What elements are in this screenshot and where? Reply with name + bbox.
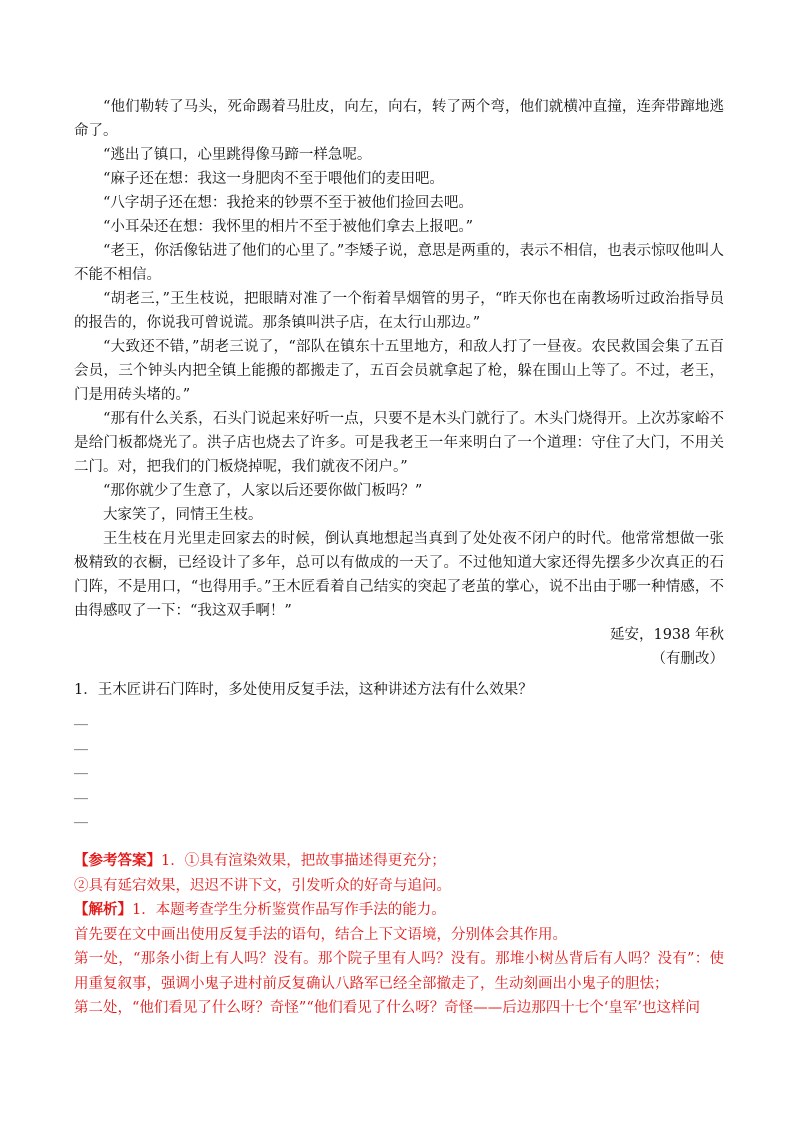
story-paragraph: “那你就少了生意了，人家以后还要你做门板吗？”	[103, 483, 423, 499]
answer-blank-line[interactable]: __	[74, 734, 88, 751]
analysis-label: 【解析】	[74, 901, 132, 918]
question-text: 1．王木匠讲石门阵时，多处使用反复手法，这种讲述方法有什么效果？	[74, 682, 533, 698]
story-paragraph: 王生枝在月光里走回家去的时候，倒认真地想起当真到了处处夜不闭户的时代。他常常想做一张极精致的衣橱，已经设计了多年，总可以有做成的一天了。不过他知道大家还得先摆多少次真正的石门阵，不是用口，“也得用手。”王木匠看着自己结实的突起了老茧的掌心，说不出由于哪一种情感，不由得感叹了一下：“我这双手啊！”	[74, 531, 724, 619]
story-text	[74, 95, 724, 671]
answer-blank-line[interactable]: __	[74, 808, 88, 824]
analysis-line: 第一处，“那条小街上有人吗？没有。那个院子里有人吗？没有。那堆小树丛背后有人吗？没有”：使用重复叙事，强调小鬼子进村前反复确认八路军已经全部撤走了，生动刻画出小鬼子的胆怯；	[74, 951, 724, 992]
story-paragraph: “那有什么关系，石头门说起来好听一点，只要不是木头门就行了。木头门烧得开。上次苏家峪不是给门板都烧光了。洪子店也烧去了许多。可是我老王一年来明白了一个道理：守住了大门，不用关二门。对，把我们的门板烧掉呢，我们就夜不闭户。”	[74, 411, 724, 475]
answer-blank-line[interactable]: __	[74, 759, 88, 775]
answer-section	[74, 849, 724, 1021]
analysis-line	[74, 898, 724, 923]
story-paragraph: “胡老三，”王生枝说，把眼睛对准了一个衔着旱烟管的男子，“昨天你也在南教场听过政治指导员的报告的，你说我可曾说谎。那条镇叫洪子店，在太行山那边。”	[74, 291, 724, 331]
reference-answer-text: 1．①具有渲染效果，把故事描述得更充分；	[161, 853, 446, 869]
reference-answer-line: ②具有延宕效果，迟迟不讲下文，引发听众的好奇与追问。	[74, 877, 451, 894]
story-paragraph: “麻子还在想：我这一身肥肉不至于喂他们的麦田吧。	[103, 171, 444, 187]
answer-blank-line[interactable]: __	[74, 710, 88, 726]
analysis-line: 第二处，“他们看见了什么呀？奇怪”“他们看见了什么呀？奇怪——后边那四十七个‘皇军’也这样问	[74, 1000, 700, 1016]
signature-note: （有删改）	[651, 651, 724, 667]
signature-place-date: 延安，1938 年秋	[609, 627, 724, 643]
answer-blank-lines	[74, 706, 114, 829]
story-paragraph: “老王，你活像钻进了他们的心里了。”李矮子说，意思是两重的，表示不相信，也表示惊叹他叫人不能不相信。	[74, 243, 724, 283]
story-paragraph: “大致还不错，”胡老三说了，“部队在镇东十五里地方，和敌人打了一昼夜。农民救国会集了五百会员，三个钟头内把全镇上能搬的都搬走了，五百会员就拿起了枪，躲在围山上等了。不过，老王，门是用砖头堵的。”	[74, 339, 724, 403]
story-paragraph: “小耳朵还在想：我怀里的相片不至于被他们拿去上报吧。”	[103, 219, 474, 235]
analysis-text: 1．本题考查学生分析鉴赏作品写作手法的能力。	[132, 902, 446, 918]
story-paragraph: “他们勒转了马头，死命踢着马肚皮，向左，向右，转了两个弯，他们就横冲直撞，连奔带蹿地逃命了。	[74, 99, 724, 139]
reference-answer-label: 【参考答案】	[74, 852, 161, 869]
story-paragraph: “八字胡子还在想：我抢来的钞票不至于被他们捡回去吧。	[103, 195, 473, 211]
analysis-line: 首先要在文中画出使用反复手法的语句，结合上下文语境，分别体会其作用。	[74, 926, 567, 943]
reference-answer-line	[74, 849, 724, 874]
answer-blank-line[interactable]: __	[74, 783, 88, 800]
story-paragraph: 大家笑了，同情王生枝。	[103, 507, 263, 523]
story-paragraph: “逃出了镇口，心里跳得像马蹄一样急呢。	[103, 147, 372, 163]
